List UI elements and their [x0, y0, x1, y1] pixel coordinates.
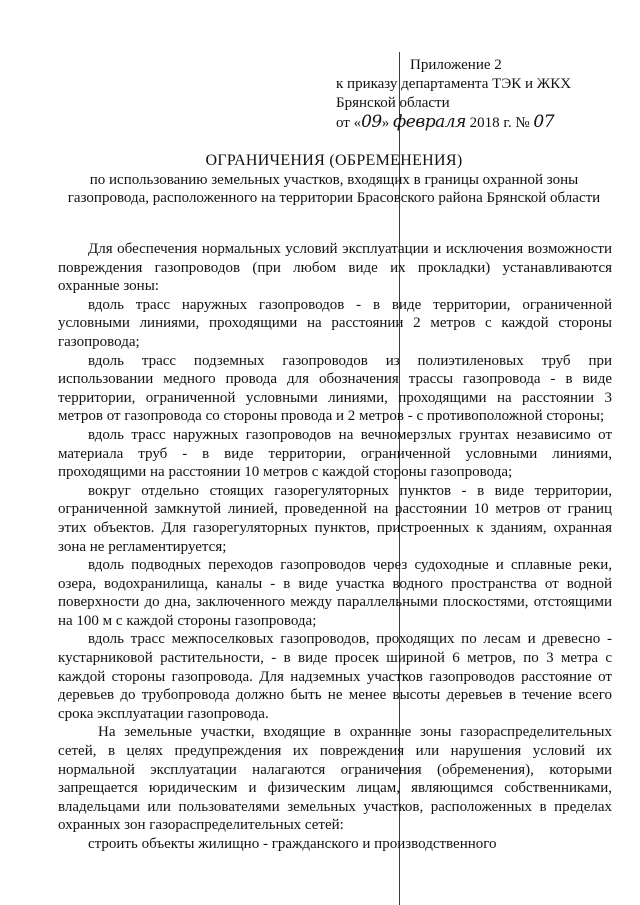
document-body [58, 240, 612, 854]
paragraph-underwater-crossings: вдоль подводных переходов газопроводов через судоходные и сплавные реки, озера, водохранилища, каналы - в виде участка водного пространства от водной поверхности до дна, заключенного между параллельными плоскостями, отстоящими на 100 м с каждой стороны газопровода; [58, 557, 612, 629]
appendix-region-line: Брянской области [336, 95, 450, 111]
order-number-handwritten: 07 [533, 112, 555, 132]
paragraph-underground-pipelines: вдоль трасс подземных газопроводов из полиэтиленовых труб при использовании медного провода для обозначения трассы газопровода - в виде территории, ограниченной условными линиями, проходящими на расстоянии 3 метров от газопровода со стороны провода и 2 метров - с противоположной стороны; [58, 352, 612, 425]
paragraph-intro: Для обеспечения нормальных условий эксплуатации и исключения возможности повреждения газопроводов (при любом виде их прокладки) устанавливаются охранные зоны: [58, 241, 612, 295]
paragraph-external-pipelines: вдоль трасс наружных газопроводов - в виде территории, ограниченной условными линиями, проходящими на расстоянии 2 метров с каждой стороны газопровода; [58, 296, 612, 350]
appendix-title: Приложение 2 [410, 57, 502, 73]
document-subtitle: по использованию земельных участков, входящих в границы охранной зоны газопровода, расположенного на территории Брасовского района Брянской области [67, 172, 601, 206]
paragraph-restrictions: На земельные участки, входящие в охранные зоны газораспределительных сетей, в целях предупреждения их повреждения или нарушения условий их нормальной эксплуатации налагаются ограничения (обременения), которыми запрещается юридическим и физическим лицам, являющимся собственниками, владельцами или пользователями земельных участков, расположенных в пределах охранных зон газораспределительных сетей: [58, 724, 612, 834]
date-prefix: от « [336, 115, 362, 131]
document-title: ОГРАНИЧЕНИЯ (ОБРЕМЕНЕНИЯ) [205, 152, 463, 169]
appendix-date-line [336, 113, 636, 133]
date-day-handwritten: 09 [361, 112, 382, 132]
date-mid: » [381, 115, 390, 131]
paragraph-permafrost-pipelines: вдоль трасс наружных газопроводов на вечномерзлых грунтах независимо от материала труб - в виде территории, ограниченной условными линиями, проходящими на расстоянии 10 метров с каждой стороны газопровода; [58, 426, 612, 481]
date-month-handwritten: февраля [393, 112, 466, 132]
paragraph-construction-ban: строить объекты жилищно - гражданского и производственного [88, 836, 497, 852]
paragraph-regulator-points: вокруг отдельно стоящих газорегуляторных пунктов - в виде территории, ограниченной замкнутой линией, проведенной на расстоянии 10 метров от границ этих объектов. Для газорегуляторных пунктов, пристроенных к зданиям, охранная зона не регламентируется; [58, 482, 612, 555]
appendix-header [336, 56, 636, 133]
paragraph-intersettlement-pipelines: вдоль трасс межпоселковых газопроводов, проходящих по лесам и древесно - кустарниковой растительности, - в виде просек шириной 6 метров, по 3 метра с каждой стороны газопровода. Для надземных участков газопроводов расстояние от деревьев до трубопровода должно быть не менее высоты деревьев в течение всего срока эксплуатации газопровода. [58, 631, 612, 722]
document-heading [56, 152, 612, 207]
date-year: 2018 г. № [469, 115, 530, 131]
appendix-order-line: к приказу департамента ТЭК и ЖКХ [336, 76, 572, 92]
